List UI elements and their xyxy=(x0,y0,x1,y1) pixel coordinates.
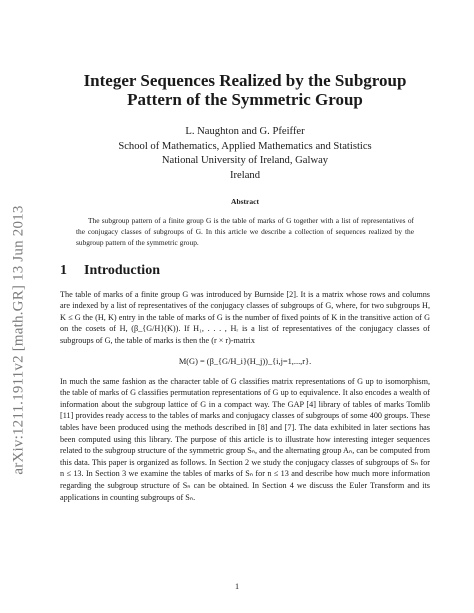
paper-title: Integer Sequences Realized by the Subgroup Pattern of the Symmetric Group xyxy=(83,71,407,109)
abstract-text: The subgroup pattern of a finite group G is the table of marks of G together with a list of representatives of the conjugacy classes of subgroups of G. In this article we describe a collection of sequences realized by the subgroup pattern of the symmetric group. xyxy=(76,216,414,248)
intro-paragraph-2: In much the same fashion as the character table of G classifies matrix representations of G up to isomorphism, the table of marks of G classifies permutation representations of G up to equivalence. It also encodes a wealth of information about the subgroup lattice of G in a compact way. The GAP [4] library of tables of marks Tomlib [11] provides ready access to the tables of marks and conjugacy classes of subgroups of some 400 groups. These tables have been produced using the methods described in [8] and [7]. The data exhibited in later sections has been computed using this library. The purpose of this article is to illustrate how interesting integer sequences related to the subgroup structure of the symmetric group Sₙ, and the alternating group Aₙ, can be computed from this data. This paper is organized as follows. In Section 2 we study the conjugacy classes of subgroups of Sₙ for n ≤ 13. In Section 3 we examine the tables of marks of Sₙ for n ≤ 13 and describe how much more information regarding the subgroup structure of Sₙ can be obtained. In Section 4 we discuss the Euler Transform and its applications in counting subgroups of Sₙ. xyxy=(60,376,430,502)
table-of-marks-equation: M(G) = (β_{G/H_i}(H_j))_{i,j=1,...,r}. xyxy=(178,356,312,366)
author-country: Ireland xyxy=(230,169,260,181)
section-number: 1 xyxy=(60,262,67,278)
intro-paragraph-1: The table of marks of a finite group G was introduced by Burnside [2]. It is a matrix whose rows and columns are indexed by a list of representatives of the conjugacy classes of subgroups of G, where, for two subgroups H, K ≤ G the (H, K) entry in the table of marks of G is the number of fixed points of K in the transitive action of G on the cosets of H, (β_{G/H}(K)). If H₁, . . . , Hᵣ is a list of representatives of the conjugacy classes of subgroups of G, the table of marks is then the (r × r)-matrix xyxy=(60,289,430,345)
author-names: L. Naughton and G. Pfeiffer xyxy=(185,126,305,137)
author-department: School of Mathematics, Applied Mathematics and Statistics xyxy=(118,140,372,152)
author-university: National University of Ireland, Galway xyxy=(161,155,329,166)
page-number: 1 xyxy=(234,582,240,591)
arxiv-stamp: arXiv:1211.1911v2 [math.GR] 13 Jun 2013 xyxy=(10,205,27,475)
author-block xyxy=(60,125,430,183)
section-title: Introduction xyxy=(84,262,160,278)
paper-page xyxy=(60,0,430,503)
section-heading xyxy=(60,263,430,279)
abstract-heading: Abstract xyxy=(231,197,259,206)
